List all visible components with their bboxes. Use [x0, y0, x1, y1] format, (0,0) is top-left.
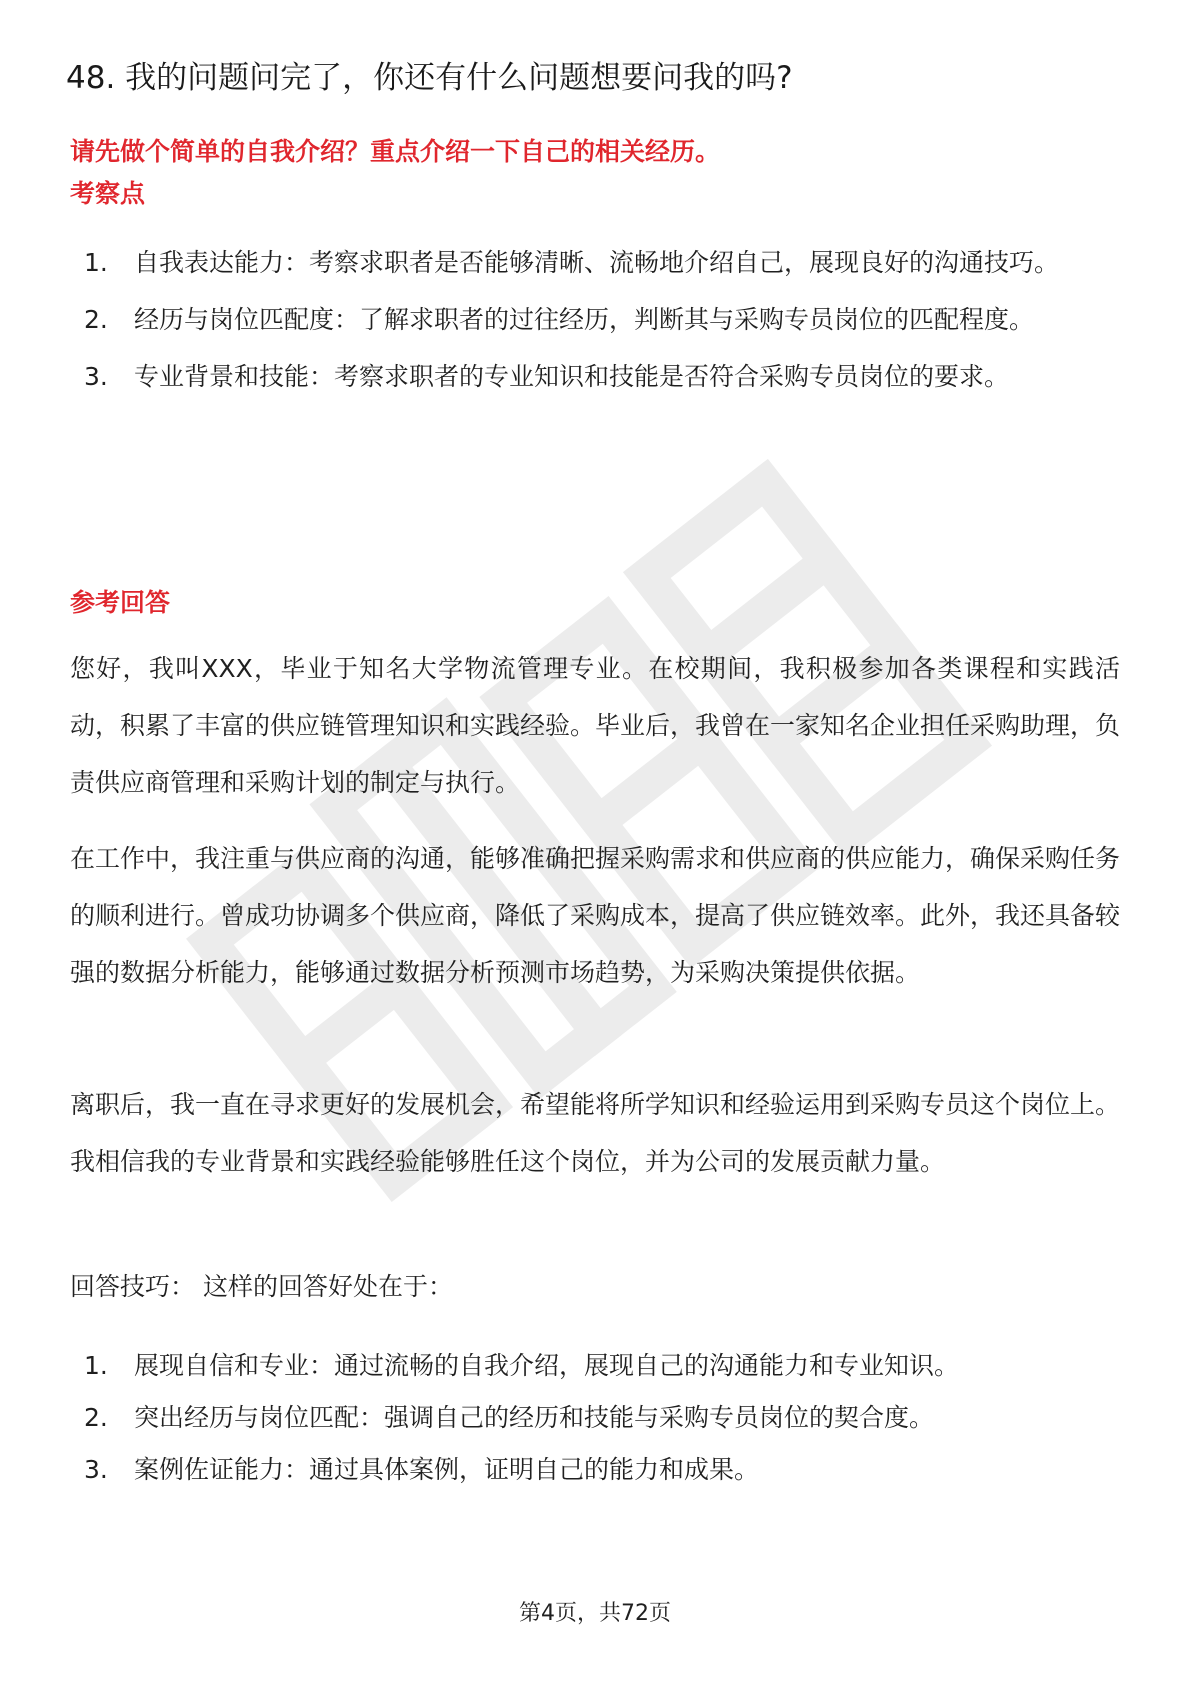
list-item: [84, 234, 1124, 291]
answer-paragraph: 在工作中，我注重与供应商的沟通，能够准确把握采购需求和供应商的供应能力，确保采购任务的顺利进行。曾成功协调多个供应商，降低了采购成本，提高了供应链效率。此外，我还具备较强的数据分析能力，能够通过数据分析预测市场趋势，为采购决策提供依据。: [70, 844, 1121, 987]
list-item: [84, 1340, 1124, 1392]
tips-list: [84, 1340, 1124, 1496]
list-item: [84, 1392, 1124, 1444]
list-item: [84, 291, 1124, 348]
list-number: 1.: [84, 1351, 108, 1380]
examine-heading: 考察点: [70, 179, 146, 208]
list-number: 2.: [84, 1403, 108, 1432]
list-number: 3.: [84, 362, 108, 391]
question-title: 48. 我的问题问完了，你还有什么问题想要问我的吗?: [66, 60, 793, 96]
examine-list: [84, 234, 1124, 405]
tips-intro: 回答技巧： 这样的回答好处在于：: [70, 1272, 453, 1301]
prompt-question: 请先做个简单的自我介绍？重点介绍一下自己的相关经历。: [70, 137, 721, 166]
list-number: 3.: [84, 1455, 108, 1484]
list-number: 1.: [84, 248, 108, 277]
list-number: 2.: [84, 305, 108, 334]
list-item: [84, 348, 1124, 405]
list-text: 展现自信和专业：通过流畅的自我介绍，展现自己的沟通能力和专业知识。: [134, 1351, 960, 1380]
page-footer: 第4页，共72页: [519, 1601, 671, 1626]
answer-paragraph: 离职后，我一直在寻求更好的发展机会，希望能将所学知识和经验运用到采购专员这个岗位上。我相信我的专业背景和实践经验能够胜任这个岗位，并为公司的发展贡献力量。: [70, 1090, 1121, 1176]
list-text: 专业背景和技能：考察求职者的专业知识和技能是否符合采购专员岗位的要求。: [134, 362, 1010, 391]
list-text: 经历与岗位匹配度：了解求职者的过往经历，判断其与采购专员岗位的匹配程度。: [134, 305, 1035, 334]
list-text: 突出经历与岗位匹配：强调自己的经历和技能与采购专员岗位的契合度。: [134, 1403, 935, 1432]
list-text: 案例佐证能力：通过具体案例，证明自己的能力和成果。: [134, 1455, 760, 1484]
answer-paragraph: 您好，我叫XXX，毕业于知名大学物流管理专业。在校期间，我积极参加各类课程和实践活动，积累了丰富的供应链管理知识和实践经验。毕业后，我曾在一家知名企业担任采购助理，负责供应商管理和采购计划的制定与执行。: [70, 654, 1121, 797]
answer-heading: 参考回答: [70, 588, 171, 617]
list-item: [84, 1444, 1124, 1496]
list-text: 自我表达能力：考察求职者是否能够清晰、流畅地介绍自己，展现良好的沟通技巧。: [134, 248, 1060, 277]
